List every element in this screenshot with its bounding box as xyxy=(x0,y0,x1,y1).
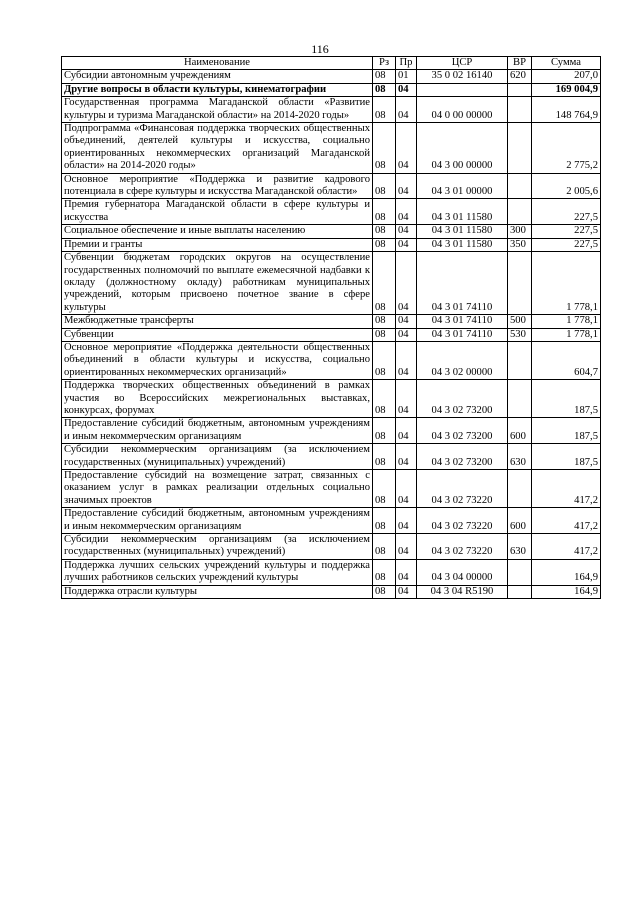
cell-csr: 04 3 02 73220 xyxy=(417,534,508,560)
cell-sum: 227,5 xyxy=(532,238,601,251)
cell-pr: 04 xyxy=(396,470,417,508)
cell-name: Поддержка отрасли культуры xyxy=(62,585,373,598)
cell-csr: 35 0 02 16140 xyxy=(417,70,508,83)
cell-csr: 04 3 01 11580 xyxy=(417,225,508,238)
table-row xyxy=(62,252,601,315)
header-csr: ЦСР xyxy=(417,57,508,70)
cell-csr: 04 3 02 73200 xyxy=(417,418,508,444)
cell-csr: 04 3 02 73220 xyxy=(417,508,508,534)
cell-csr: 04 3 01 11580 xyxy=(417,238,508,251)
cell-pr: 04 xyxy=(396,534,417,560)
cell-name: Предоставление субсидий на возмещение затрат, связанных с оказанием услуг в рамках реализации отдельных социально значимых проектов xyxy=(62,470,373,508)
header-pr: Пр xyxy=(396,57,417,70)
header-sum: Сумма xyxy=(532,57,601,70)
cell-sum: 417,2 xyxy=(532,508,601,534)
header-rz: Рз xyxy=(373,57,396,70)
header-row xyxy=(62,57,601,70)
table-body xyxy=(62,70,601,599)
table-row xyxy=(62,199,601,225)
cell-csr: 04 3 01 11580 xyxy=(417,199,508,225)
cell-rz: 08 xyxy=(373,380,396,418)
cell-vr xyxy=(508,97,532,123)
table-row xyxy=(62,559,601,585)
cell-rz: 08 xyxy=(373,238,396,251)
table-row xyxy=(62,225,601,238)
table-row xyxy=(62,97,601,123)
cell-name: Предоставление субсидий бюджетным, автономным учреждениям и иным некоммерческим организациям xyxy=(62,508,373,534)
header-vr: ВР xyxy=(508,57,532,70)
cell-name: Субвенции бюджетам городских округов на осуществление государственных полномочий по выплате ежемесячной надбавки к окладу (должностному окладу) работникам муниципальных учреждений, которым присвоено почетное звание в сфере культуры xyxy=(62,252,373,315)
table-row xyxy=(62,585,601,598)
cell-vr xyxy=(508,559,532,585)
cell-pr: 04 xyxy=(396,341,417,379)
cell-csr: 04 3 01 74110 xyxy=(417,315,508,328)
table-row xyxy=(62,83,601,96)
cell-pr: 04 xyxy=(396,83,417,96)
cell-vr: 350 xyxy=(508,238,532,251)
cell-sum: 227,5 xyxy=(532,199,601,225)
cell-sum: 207,0 xyxy=(532,70,601,83)
cell-vr xyxy=(508,252,532,315)
cell-name: Субвенции xyxy=(62,328,373,341)
cell-pr: 04 xyxy=(396,315,417,328)
table-row xyxy=(62,70,601,83)
cell-rz: 08 xyxy=(373,70,396,83)
cell-csr: 04 3 01 00000 xyxy=(417,173,508,199)
cell-csr: 04 3 02 73200 xyxy=(417,444,508,470)
cell-name: Межбюджетные трансферты xyxy=(62,315,373,328)
cell-name: Премия губернатора Магаданской области в сфере культуры и искусства xyxy=(62,199,373,225)
cell-rz: 08 xyxy=(373,585,396,598)
cell-sum: 164,9 xyxy=(532,585,601,598)
cell-name: Социальное обеспечение и иные выплаты населению xyxy=(62,225,373,238)
cell-pr: 04 xyxy=(396,252,417,315)
cell-sum: 1 778,1 xyxy=(532,328,601,341)
cell-rz: 08 xyxy=(373,508,396,534)
table-row xyxy=(62,470,601,508)
cell-pr: 04 xyxy=(396,380,417,418)
table-row xyxy=(62,380,601,418)
cell-rz: 08 xyxy=(373,252,396,315)
cell-csr: 04 0 00 00000 xyxy=(417,97,508,123)
cell-sum: 417,2 xyxy=(532,534,601,560)
cell-pr: 01 xyxy=(396,70,417,83)
cell-sum: 169 004,9 xyxy=(532,83,601,96)
cell-pr: 04 xyxy=(396,559,417,585)
cell-vr xyxy=(508,199,532,225)
cell-sum: 1 778,1 xyxy=(532,315,601,328)
cell-csr: 04 3 02 00000 xyxy=(417,341,508,379)
cell-vr xyxy=(508,380,532,418)
cell-sum: 187,5 xyxy=(532,444,601,470)
cell-rz: 08 xyxy=(373,199,396,225)
cell-vr xyxy=(508,123,532,174)
cell-pr: 04 xyxy=(396,238,417,251)
cell-vr: 620 xyxy=(508,70,532,83)
table-header xyxy=(62,57,601,70)
table-row xyxy=(62,173,601,199)
table-row xyxy=(62,238,601,251)
cell-csr: 04 3 01 74110 xyxy=(417,328,508,341)
cell-name: Государственная программа Магаданской области «Развитие культуры и туризма Магаданской области» на 2014-2020 годы» xyxy=(62,97,373,123)
cell-name: Премии и гранты xyxy=(62,238,373,251)
cell-csr xyxy=(417,83,508,96)
cell-sum: 187,5 xyxy=(532,380,601,418)
cell-pr: 04 xyxy=(396,328,417,341)
cell-pr: 04 xyxy=(396,585,417,598)
cell-name: Субсидии некоммерческим организациям (за исключением государственных (муниципальных) учреждений) xyxy=(62,534,373,560)
cell-pr: 04 xyxy=(396,199,417,225)
cell-rz: 08 xyxy=(373,97,396,123)
cell-vr: 300 xyxy=(508,225,532,238)
cell-sum: 1 778,1 xyxy=(532,252,601,315)
header-name: Наименование xyxy=(62,57,373,70)
table-row xyxy=(62,508,601,534)
cell-sum: 227,5 xyxy=(532,225,601,238)
cell-vr xyxy=(508,341,532,379)
cell-name: Основное мероприятие «Поддержка деятельности общественных объединений в области культуры и искусства, социально ориентированных некоммерческих организаций» xyxy=(62,341,373,379)
cell-sum: 164,9 xyxy=(532,559,601,585)
cell-name: Субсидии автономным учреждениям xyxy=(62,70,373,83)
budget-table xyxy=(61,56,601,599)
table-row xyxy=(62,328,601,341)
cell-sum: 604,7 xyxy=(532,341,601,379)
cell-rz: 08 xyxy=(373,83,396,96)
table-row xyxy=(62,444,601,470)
cell-vr: 600 xyxy=(508,508,532,534)
cell-rz: 08 xyxy=(373,534,396,560)
cell-name: Предоставление субсидий бюджетным, автономным учреждениям и иным некоммерческим организациям xyxy=(62,418,373,444)
cell-sum: 2 775,2 xyxy=(532,123,601,174)
cell-csr: 04 3 00 00000 xyxy=(417,123,508,174)
cell-rz: 08 xyxy=(373,341,396,379)
cell-vr xyxy=(508,173,532,199)
cell-csr: 04 3 04 R5190 xyxy=(417,585,508,598)
cell-name: Другие вопросы в области культуры, кинематографии xyxy=(62,83,373,96)
cell-pr: 04 xyxy=(396,225,417,238)
cell-name: Поддержка лучших сельских учреждений культуры и поддержка лучших работников сельских учреждений культуры xyxy=(62,559,373,585)
cell-name: Субсидии некоммерческим организациям (за исключением государственных (муниципальных) учреждений) xyxy=(62,444,373,470)
page-number: 116 xyxy=(311,42,329,56)
cell-pr: 04 xyxy=(396,508,417,534)
cell-name: Подпрограмма «Финансовая поддержка творческих общественных объединений, деятелей культуры и искусства, социально ориентированных некоммерческих организаций Магаданской области» на 2014-2020 годы» xyxy=(62,123,373,174)
table-row xyxy=(62,123,601,174)
cell-vr: 530 xyxy=(508,328,532,341)
cell-vr: 600 xyxy=(508,418,532,444)
cell-csr: 04 3 01 74110 xyxy=(417,252,508,315)
cell-pr: 04 xyxy=(396,418,417,444)
cell-rz: 08 xyxy=(373,444,396,470)
cell-rz: 08 xyxy=(373,225,396,238)
cell-vr: 630 xyxy=(508,444,532,470)
cell-pr: 04 xyxy=(396,173,417,199)
cell-rz: 08 xyxy=(373,173,396,199)
table-row xyxy=(62,341,601,379)
cell-sum: 187,5 xyxy=(532,418,601,444)
cell-rz: 08 xyxy=(373,123,396,174)
cell-pr: 04 xyxy=(396,444,417,470)
table-row xyxy=(62,418,601,444)
cell-vr xyxy=(508,470,532,508)
cell-sum: 2 005,6 xyxy=(532,173,601,199)
cell-rz: 08 xyxy=(373,470,396,508)
cell-csr: 04 3 04 00000 xyxy=(417,559,508,585)
cell-rz: 08 xyxy=(373,328,396,341)
cell-pr: 04 xyxy=(396,123,417,174)
table-row xyxy=(62,315,601,328)
cell-rz: 08 xyxy=(373,559,396,585)
cell-name: Поддержка творческих общественных объединений в рамках участия во Всероссийских межрегиональных выставках, конкурсах, форумах xyxy=(62,380,373,418)
cell-sum: 417,2 xyxy=(532,470,601,508)
cell-vr: 500 xyxy=(508,315,532,328)
cell-csr: 04 3 02 73220 xyxy=(417,470,508,508)
cell-name: Основное мероприятие «Поддержка и развитие кадрового потенциала в сфере культуры и искусства Магаданской области» xyxy=(62,173,373,199)
cell-rz: 08 xyxy=(373,315,396,328)
cell-rz: 08 xyxy=(373,418,396,444)
cell-vr xyxy=(508,585,532,598)
cell-csr: 04 3 02 73200 xyxy=(417,380,508,418)
cell-vr xyxy=(508,83,532,96)
cell-sum: 148 764,9 xyxy=(532,97,601,123)
cell-vr: 630 xyxy=(508,534,532,560)
table-row xyxy=(62,534,601,560)
cell-pr: 04 xyxy=(396,97,417,123)
